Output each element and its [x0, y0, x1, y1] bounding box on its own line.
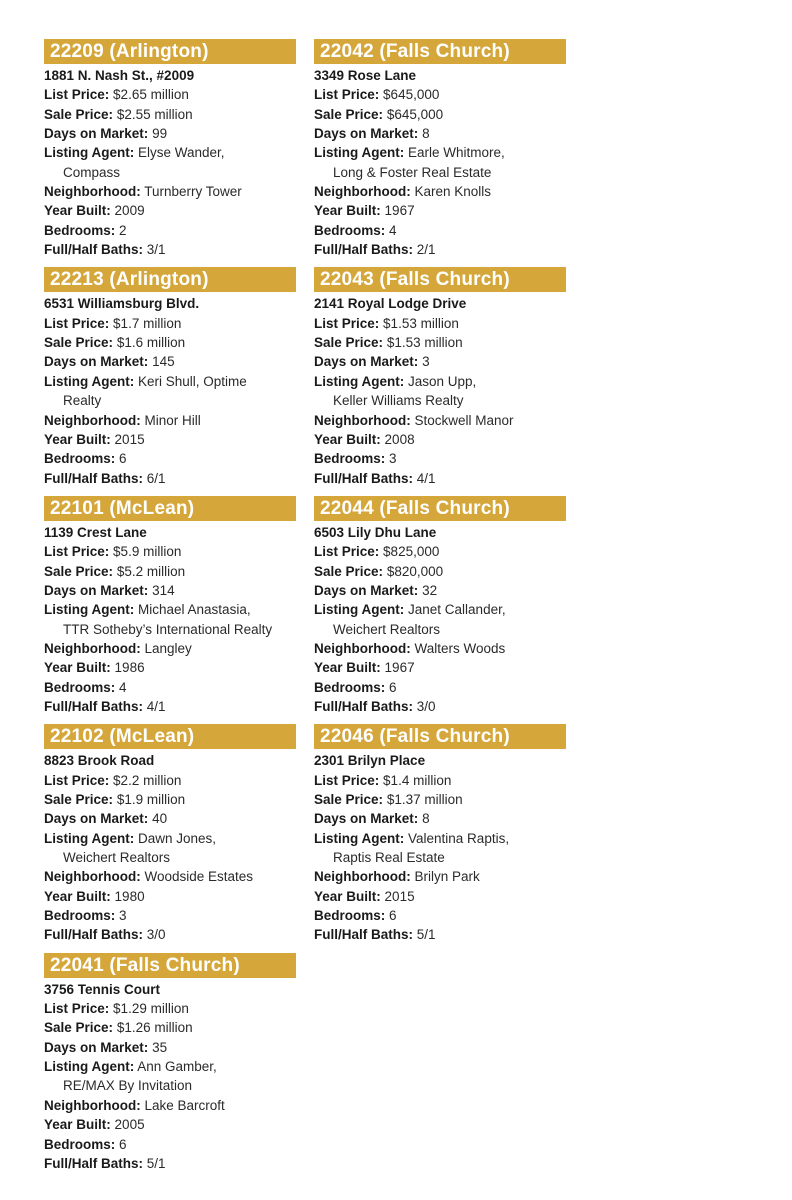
listing-agent-label: Listing Agent: — [44, 602, 135, 618]
listing — [314, 496, 566, 716]
neighborhood-value: Karen Knolls — [414, 184, 492, 200]
days-on-market-label: Days on Market: — [44, 126, 149, 142]
neighborhood-row — [314, 639, 566, 658]
year-built-value: 2008 — [384, 431, 415, 447]
baths-label: Full/Half Baths: — [314, 698, 414, 714]
listing-agent-value: Jason Upp, — [408, 373, 477, 389]
listing-agent-row — [314, 143, 566, 162]
sale-price-value: $1.37 million — [386, 792, 463, 807]
listing-agent-value: Elyse Wander, — [138, 145, 225, 161]
sale-price-value: $1.53 million — [386, 335, 463, 351]
baths-row — [314, 925, 566, 944]
neighborhood-label: Neighborhood: — [314, 412, 411, 428]
neighborhood-label: Neighborhood: — [314, 184, 411, 200]
year-built-label: Year Built: — [44, 1117, 111, 1133]
list-price-label: List Price: — [44, 87, 110, 103]
bedrooms-row — [314, 906, 566, 925]
listing-address: 2141 Royal Lodge Drive — [314, 296, 467, 312]
year-built-label: Year Built: — [314, 888, 381, 904]
neighborhood-row — [314, 411, 566, 430]
baths-label: Full/Half Baths: — [44, 1155, 144, 1171]
right-column — [314, 39, 566, 953]
days-on-market-row — [44, 809, 296, 828]
bedrooms-value: 2 — [119, 222, 127, 238]
list-price-label: List Price: — [314, 315, 380, 331]
sale-price-value: $2.55 million — [116, 106, 193, 122]
neighborhood-row — [314, 182, 566, 201]
zip-header: 22046 (Falls Church) — [314, 724, 566, 749]
baths-label: Full/Half Baths: — [314, 470, 414, 486]
year-built-row — [44, 430, 296, 449]
sale-price-row — [314, 105, 566, 124]
agent-company-value: Long & Foster Real Estate — [333, 164, 492, 180]
year-built-label: Year Built: — [44, 203, 111, 219]
baths-row — [44, 925, 296, 944]
neighborhood-row — [314, 867, 566, 886]
neighborhood-value: Langley — [144, 640, 192, 656]
days-on-market-value: 145 — [152, 354, 175, 370]
neighborhood-value: Minor Hill — [144, 412, 201, 428]
sale-price-row — [314, 562, 566, 581]
agent-company-value: Realty — [63, 393, 102, 409]
listing — [44, 953, 296, 1173]
sale-price-value: $645,000 — [386, 106, 444, 122]
baths-row — [314, 697, 566, 716]
listing-address: 1881 N. Nash St., #2009 — [44, 68, 195, 83]
list-price-row — [314, 314, 566, 333]
neighborhood-value: Walters Woods — [414, 640, 506, 656]
year-built-label: Year Built: — [44, 660, 111, 676]
listing-agent-label: Listing Agent: — [44, 145, 135, 161]
year-built-label: Year Built: — [44, 431, 111, 447]
list-price-row — [44, 85, 296, 104]
list-price-label: List Price: — [44, 315, 110, 331]
listing-address: 1139 Crest Lane — [44, 524, 147, 540]
bedrooms-value: 6 — [119, 451, 127, 467]
listing-agent-value: Valentina Raptis, — [408, 830, 510, 846]
sale-price-label: Sale Price: — [44, 792, 114, 807]
listing-agent-row — [314, 372, 566, 391]
baths-row — [44, 469, 296, 488]
listing-agent-value: Janet Callander, — [408, 602, 506, 618]
listing-agent-company — [314, 620, 566, 639]
bedrooms-row — [44, 221, 296, 240]
neighborhood-value: Brilyn Park — [414, 869, 480, 885]
left-column — [44, 39, 296, 1181]
days-on-market-label: Days on Market: — [314, 354, 419, 370]
list-price-label: List Price: — [44, 544, 110, 560]
zip-header: 22213 (Arlington) — [44, 267, 296, 292]
bedrooms-label: Bedrooms: — [314, 222, 386, 238]
list-price-row — [314, 85, 566, 104]
zip-header: 22041 (Falls Church) — [44, 953, 296, 978]
listing-agent-label: Listing Agent: — [44, 373, 135, 389]
bedrooms-value: 6 — [119, 1136, 127, 1152]
neighborhood-row — [44, 411, 296, 430]
listing-agent-company — [44, 163, 296, 182]
baths-label: Full/Half Baths: — [44, 470, 144, 486]
days-on-market-value: 314 — [152, 582, 175, 598]
neighborhood-label: Neighborhood: — [44, 869, 141, 885]
list-price-label: List Price: — [314, 544, 380, 560]
neighborhood-label: Neighborhood: — [44, 184, 141, 200]
days-on-market-label: Days on Market: — [314, 811, 419, 827]
year-built-label: Year Built: — [314, 203, 381, 219]
listing-address: 6503 Lily Dhu Lane — [314, 524, 437, 540]
agent-company-value: Weichert Realtors — [333, 621, 441, 637]
bedrooms-label: Bedrooms: — [44, 1136, 116, 1152]
days-on-market-value: 99 — [152, 126, 168, 142]
bedrooms-label: Bedrooms: — [44, 908, 116, 924]
listing — [314, 267, 566, 487]
list-price-row — [44, 999, 296, 1018]
zip-header: 22101 (McLean) — [44, 496, 296, 521]
baths-value: 3/1 — [146, 242, 166, 258]
listing-agent-row — [44, 143, 296, 162]
list-price-label: List Price: — [44, 772, 110, 788]
baths-value: 6/1 — [146, 470, 166, 486]
listing-agent-company — [44, 620, 296, 639]
agent-company-value: Raptis Real Estate — [333, 850, 445, 866]
days-on-market-label: Days on Market: — [44, 811, 149, 827]
listing-address: 3756 Tennis Court — [44, 981, 161, 997]
days-on-market-row — [314, 352, 566, 371]
neighborhood-label: Neighborhood: — [44, 412, 141, 428]
zip-header: 22102 (McLean) — [44, 724, 296, 749]
listing — [314, 724, 566, 944]
listing-agent-label: Listing Agent: — [314, 602, 405, 618]
bedrooms-value: 6 — [389, 908, 397, 924]
list-price-row — [44, 771, 296, 790]
list-price-value: $825,000 — [383, 544, 440, 560]
list-price-label: List Price: — [44, 1001, 110, 1017]
days-on-market-row — [44, 1038, 296, 1057]
listing-agent-label: Listing Agent: — [314, 145, 405, 161]
agent-company-value: Compass — [63, 164, 121, 180]
list-price-value: $645,000 — [383, 87, 440, 103]
neighborhood-label: Neighborhood: — [314, 869, 411, 885]
listing — [44, 267, 296, 487]
bedrooms-row — [314, 449, 566, 468]
year-built-value: 1967 — [384, 660, 415, 676]
listing — [44, 39, 296, 259]
listing-agent-value: Earle Whitmore, — [408, 145, 505, 161]
sale-price-label: Sale Price: — [44, 106, 114, 122]
listing-agent-company — [314, 391, 566, 410]
listing-agent-company — [314, 848, 566, 867]
listing-agent-label: Listing Agent: — [44, 830, 135, 846]
listing-address: 3349 Rose Lane — [314, 68, 417, 83]
bedrooms-row — [44, 906, 296, 925]
days-on-market-value: 32 — [422, 582, 438, 598]
baths-label: Full/Half Baths: — [44, 698, 144, 714]
agent-company-value: Weichert Realtors — [63, 850, 171, 866]
year-built-row — [44, 887, 296, 906]
baths-label: Full/Half Baths: — [44, 927, 144, 943]
listing-agent-company — [44, 848, 296, 867]
sale-price-label: Sale Price: — [314, 792, 384, 807]
year-built-row — [44, 201, 296, 220]
list-price-value: $1.53 million — [383, 315, 459, 331]
neighborhood-label: Neighborhood: — [44, 640, 141, 656]
list-price-value: $2.65 million — [113, 87, 189, 103]
listing-agent-company — [314, 163, 566, 182]
days-on-market-row — [314, 124, 566, 143]
days-on-market-row — [314, 581, 566, 600]
zip-header: 22042 (Falls Church) — [314, 39, 566, 64]
listing-agent-value: Michael Anastasia, — [138, 602, 251, 618]
baths-row — [44, 1154, 296, 1173]
zip-header: 22209 (Arlington) — [44, 39, 296, 64]
year-built-value: 2015 — [384, 888, 415, 904]
bedrooms-row — [44, 1135, 296, 1154]
listing-agent-row — [44, 372, 296, 391]
neighborhood-label: Neighborhood: — [314, 640, 411, 656]
listing-agent-row — [44, 1057, 296, 1076]
listing — [314, 39, 566, 259]
days-on-market-row — [314, 809, 566, 828]
bedrooms-label: Bedrooms: — [44, 679, 116, 695]
year-built-row — [44, 658, 296, 677]
year-built-row — [314, 430, 566, 449]
bedrooms-label: Bedrooms: — [314, 679, 386, 695]
list-price-label: List Price: — [314, 87, 380, 103]
year-built-value: 2009 — [114, 203, 145, 219]
listing-agent-company — [44, 391, 296, 410]
sale-price-row — [44, 333, 296, 352]
sale-price-label: Sale Price: — [314, 106, 384, 122]
sale-price-label: Sale Price: — [314, 335, 384, 351]
list-price-value: $1.7 million — [113, 315, 182, 331]
list-price-label: List Price: — [314, 772, 380, 788]
sale-price-label: Sale Price: — [44, 563, 114, 579]
baths-row — [44, 240, 296, 259]
sale-price-value: $820,000 — [386, 563, 444, 579]
sale-price-row — [44, 790, 296, 809]
bedrooms-value: 3 — [119, 908, 127, 924]
sale-price-label: Sale Price: — [44, 1020, 114, 1036]
baths-label: Full/Half Baths: — [314, 927, 414, 943]
baths-row — [44, 697, 296, 716]
days-on-market-label: Days on Market: — [44, 1039, 149, 1055]
days-on-market-value: 8 — [422, 126, 430, 142]
year-built-label: Year Built: — [314, 660, 381, 676]
neighborhood-row — [44, 639, 296, 658]
bedrooms-value: 6 — [389, 679, 397, 695]
days-on-market-value: 8 — [422, 811, 430, 827]
baths-value: 5/1 — [146, 1155, 166, 1171]
list-price-row — [314, 771, 566, 790]
baths-row — [314, 469, 566, 488]
days-on-market-label: Days on Market: — [44, 354, 149, 370]
listing-agent-label: Listing Agent: — [314, 830, 405, 846]
zip-header: 22044 (Falls Church) — [314, 496, 566, 521]
neighborhood-row — [44, 867, 296, 886]
year-built-label: Year Built: — [44, 888, 111, 904]
sale-price-row — [44, 105, 296, 124]
bedrooms-value: 4 — [119, 679, 127, 695]
days-on-market-value: 40 — [152, 811, 168, 827]
neighborhood-value: Woodside Estates — [144, 869, 254, 885]
sale-price-row — [314, 790, 566, 809]
days-on-market-row — [44, 124, 296, 143]
listing-address: 6531 Williamsburg Blvd. — [44, 296, 200, 312]
neighborhood-row — [44, 182, 296, 201]
bedrooms-label: Bedrooms: — [314, 451, 386, 467]
days-on-market-value: 3 — [422, 354, 430, 370]
listing-agent-row — [44, 829, 296, 848]
list-price-row — [314, 542, 566, 561]
listing-address: 8823 Brook Road — [44, 753, 155, 769]
sale-price-value: $1.26 million — [116, 1020, 193, 1036]
year-built-row — [44, 1115, 296, 1134]
bedrooms-value: 3 — [389, 451, 397, 467]
year-built-value: 1967 — [384, 203, 415, 219]
days-on-market-label: Days on Market: — [314, 126, 419, 142]
listing-agent-row — [314, 829, 566, 848]
days-on-market-value: 35 — [152, 1039, 168, 1055]
listing-address: 2301 Brilyn Place — [314, 753, 426, 769]
neighborhood-value: Turnberry Tower — [144, 184, 242, 200]
baths-value: 3/0 — [146, 927, 166, 943]
bedrooms-label: Bedrooms: — [314, 908, 386, 924]
bedrooms-label: Bedrooms: — [44, 222, 116, 238]
listing-agent-label: Listing Agent: — [44, 1059, 135, 1075]
list-price-row — [44, 542, 296, 561]
year-built-row — [314, 201, 566, 220]
sale-price-label: Sale Price: — [314, 563, 384, 579]
days-on-market-row — [44, 352, 296, 371]
year-built-value: 1980 — [114, 888, 145, 904]
sale-price-value: $1.9 million — [116, 792, 186, 807]
neighborhood-value: Stockwell Manor — [414, 412, 514, 428]
year-built-value: 2005 — [114, 1117, 145, 1133]
list-price-value: $5.9 million — [113, 544, 182, 560]
year-built-label: Year Built: — [314, 431, 381, 447]
year-built-value: 2015 — [114, 431, 145, 447]
year-built-row — [314, 658, 566, 677]
sale-price-row — [44, 562, 296, 581]
listing-agent-label: Listing Agent: — [314, 373, 405, 389]
baths-row — [314, 240, 566, 259]
listing — [44, 724, 296, 944]
agent-company-value: TTR Sotheby’s International Realty — [63, 621, 273, 637]
neighborhood-label: Neighborhood: — [44, 1097, 141, 1113]
neighborhood-value: Lake Barcroft — [144, 1097, 225, 1113]
baths-value: 3/0 — [416, 698, 436, 714]
listing — [44, 496, 296, 716]
bedrooms-row — [314, 678, 566, 697]
bedrooms-label: Bedrooms: — [44, 451, 116, 467]
days-on-market-label: Days on Market: — [314, 582, 419, 598]
sale-price-label: Sale Price: — [44, 335, 114, 351]
bedrooms-row — [44, 449, 296, 468]
baths-label: Full/Half Baths: — [44, 242, 144, 258]
sale-price-row — [44, 1018, 296, 1037]
sale-price-value: $5.2 million — [116, 563, 186, 579]
agent-company-value: Keller Williams Realty — [333, 393, 464, 409]
zip-header: 22043 (Falls Church) — [314, 267, 566, 292]
baths-value: 2/1 — [416, 242, 436, 258]
baths-value: 4/1 — [146, 698, 166, 714]
days-on-market-label: Days on Market: — [44, 582, 149, 598]
bedrooms-value: 4 — [389, 222, 397, 238]
listing-agent-value: Keri Shull, Optime — [138, 373, 247, 389]
list-price-value: $2.2 million — [113, 772, 182, 788]
list-price-row — [44, 314, 296, 333]
list-price-value: $1.29 million — [113, 1001, 189, 1017]
listing-agent-row — [44, 600, 296, 619]
neighborhood-row — [44, 1096, 296, 1115]
listing-agent-company — [44, 1076, 296, 1095]
year-built-value: 1986 — [114, 660, 145, 676]
year-built-row — [314, 887, 566, 906]
list-price-value: $1.4 million — [383, 772, 452, 788]
baths-label: Full/Half Baths: — [314, 242, 414, 258]
listing-agent-value: Ann Gamber, — [137, 1059, 217, 1075]
listing-agent-row — [314, 600, 566, 619]
baths-value: 4/1 — [416, 470, 436, 486]
bedrooms-row — [314, 221, 566, 240]
sale-price-value: $1.6 million — [116, 335, 186, 351]
listing-agent-value: Dawn Jones, — [138, 830, 217, 846]
agent-company-value: RE/MAX By Invitation — [63, 1078, 193, 1094]
sale-price-row — [314, 333, 566, 352]
days-on-market-row — [44, 581, 296, 600]
bedrooms-row — [44, 678, 296, 697]
baths-value: 5/1 — [416, 927, 436, 943]
